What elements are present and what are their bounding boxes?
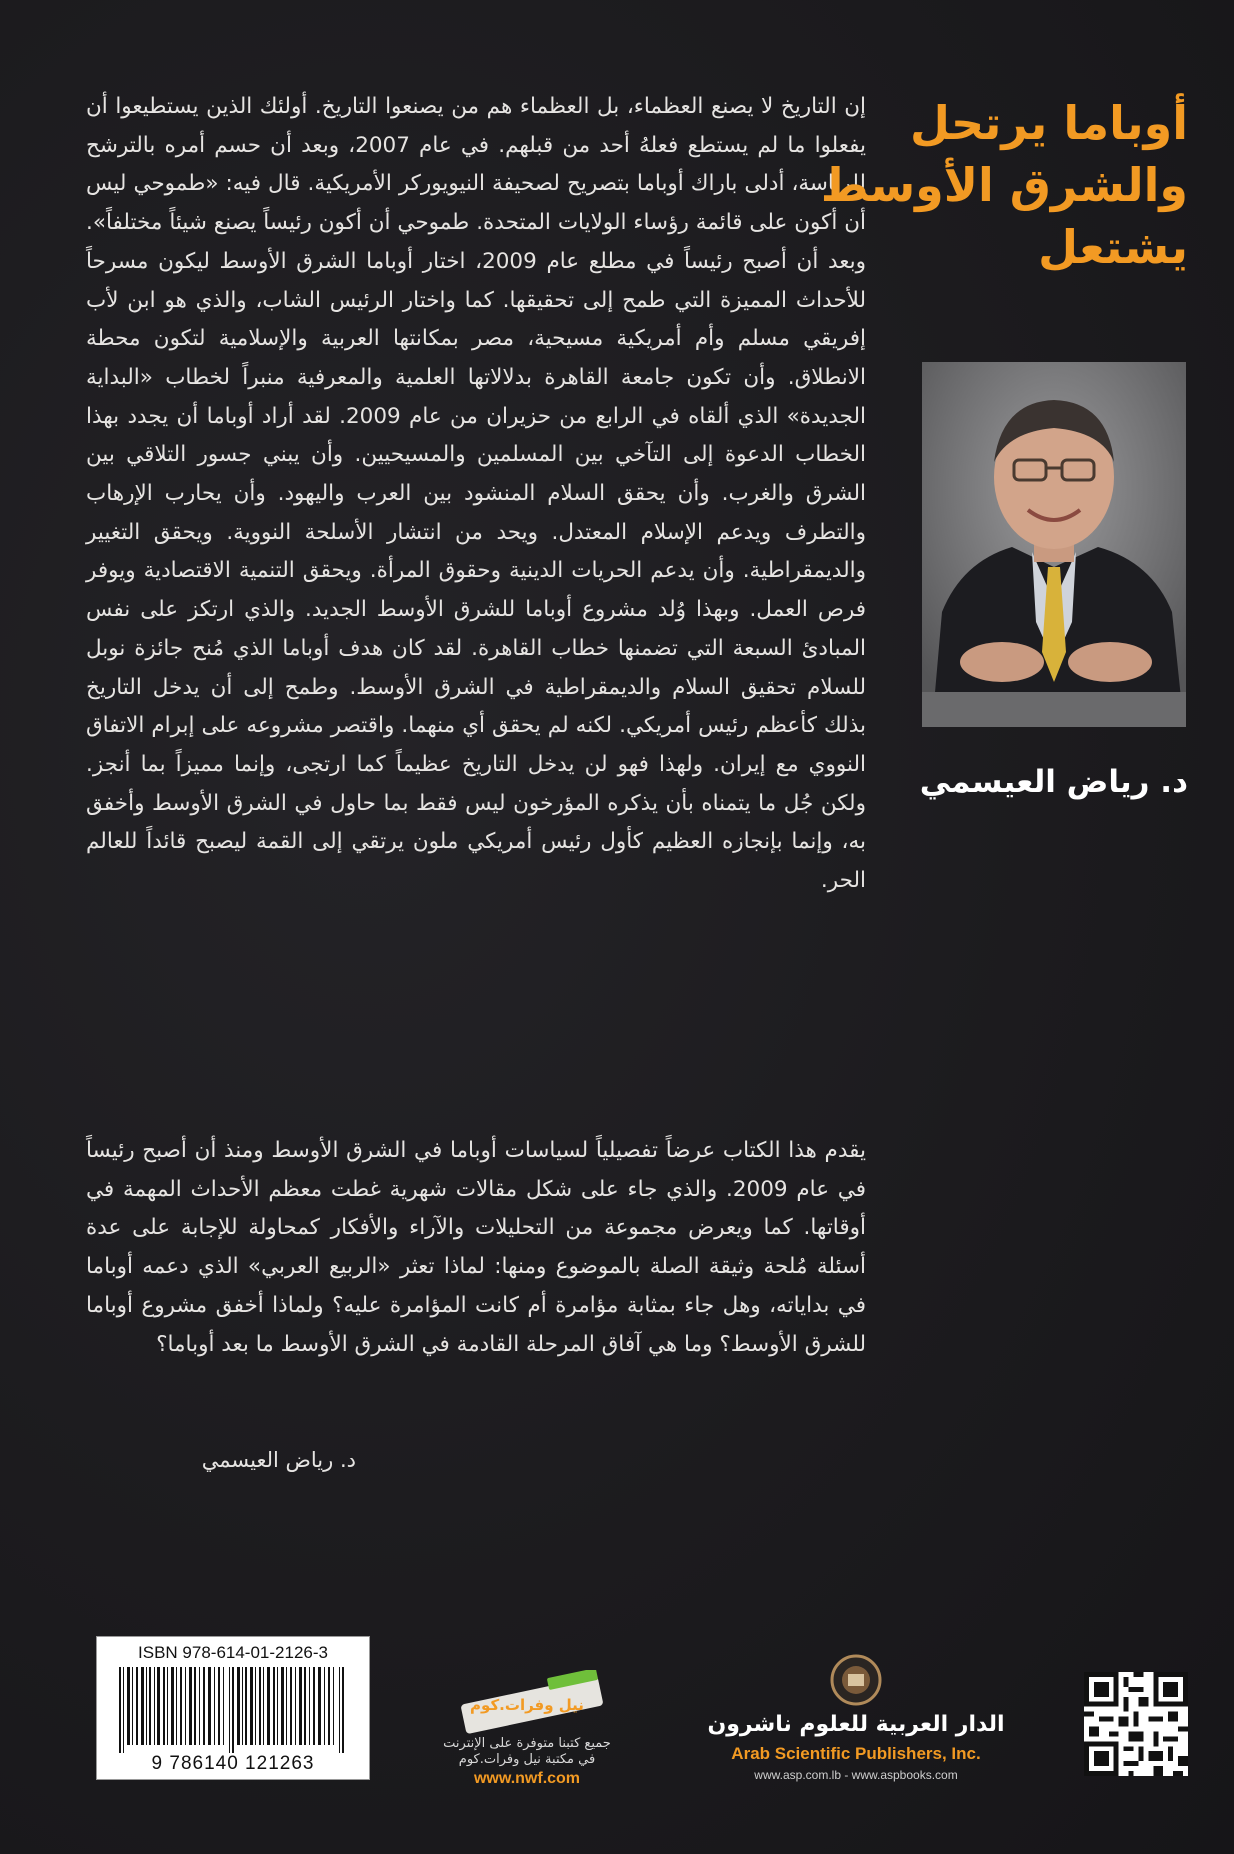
online-availability [412, 1670, 642, 1790]
publisher-name-en: Arab Scientific Publishers, Inc. [731, 1744, 981, 1763]
publisher-name-ar: الدار العربية للعلوم ناشرون [707, 1712, 1005, 1737]
isbn-barcode [96, 1636, 370, 1780]
qr-code [1084, 1672, 1188, 1776]
nwf-line-2: في مكتبة نيل وفرات.كوم [458, 1752, 596, 1767]
nwf-badge-text: نيل وفرات.كوم [470, 1696, 584, 1714]
author-photo [922, 362, 1186, 727]
isbn-digits: 9 786140 121263 [151, 1753, 315, 1774]
book-title-line-3: يشتعل [1038, 220, 1188, 274]
nwf-line-1: جميع كتبنا متوفرة على الإنترنت [443, 1736, 611, 1751]
isbn-label: ISBN 978-614-01-2126-3 [138, 1643, 328, 1662]
publisher-block [706, 1650, 1006, 1790]
qr-code-icon [1084, 1672, 1188, 1776]
publisher-logo-icon [706, 1650, 1006, 1710]
blurb-paragraph-1: إن التاريخ لا يصنع العظماء، بل العظماء هم من يصنعوا التاريخ. أولئك الذين يستطيعوا أن يفعلوا ما لم يستطع فعلهُ أحد من قبلهم. في عام 2007، وبعد أن حسم أمره بالترشح للرئاسة، أدلى باراك أوباما بتصريح لصحيفة النيويوركر الأمريكية. قال فيه: «طموحي ليس أن أكون على قائمة رؤساء الولايات المتحدة. طموحي أن أكون رئيساً يصنع شيئاً مختلفاً». وبعد أن أصبح رئيساً في مطلع عام 2009، اختار أوباما الشرق الأوسط ليكون مسرحاً للأحداث المميزة التي طمح إلى تحقيقها. كما واختار الرئيس الشاب، والذي هو ابن لأب إفريقي مسلم وأم أمريكية مسيحية، مصر بمكانتها العربية والإسلامية لتكون محطة الانطلاق. وأن تكون جامعة القاهرة بدلالاتها العلمية والمعرفية منبراً لخطاب «البداية الجديدة» الذي ألقاه في الرابع من حزيران من عام 2009. لقد أراد أوباما أن يجدد بهذا الخطاب الدعوة إلى التآخي بين المسلمين والمسيحيين. وأن يبني جسور التلاقي بين الشرق والغرب. وأن يحقق السلام المنشود بين العرب واليهود. وأن يحارب الإرهاب والتطرف ويدعم الإسلام المعتدل. ويحد من انتشار الأسلحة النووية. ويحقق التغيير والديمقراطية. وأن يدعم الحريات الدينية وحقوق المرأة. ويحقق التنمية الاقتصادية ويوفر فرص العمل. وبهذا وُلد مشروع أوباما للشرق الأوسط الجديد. والذي ارتكز على نفس المبادئ السبعة التي تضمنها خطاب القاهرة. لقد كان هدف أوباما الذي مُنح جائزة نوبل للسلام تحقيق السلام والديمقراطية في الشرق الأوسط. وطمح إلى أن يدخل التاريخ بذلك كأعظم رئيس أمريكي. لكنه لم يحقق أي منهما. واقتصر مشروعه على إبرام الاتفاق النووي مع إيران. ولهذا فهو لن يدخل التاريخ عظيماً كما ارتجى، وإنما مميزاً بما أنجز. ولكن جُل ما يتمناه بأن يذكره المؤرخون ليس فقط بما حاول في الشرق الأوسط وأخفق به، وإنما بإنجازه العظيم كأول رئيس أمريكي ملون يرتقي إلى القمة ليصبح قائداً للعالم الحر. [86, 94, 867, 894]
blurb-paragraph-2: يقدم هذا الكتاب عرضاً تفصيلياً لسياسات أوباما في الشرق الأوسط ومنذ أن أصبح رئيساً في عام 2009. والذي جاء على شكل مقالات شهرية غطت معظم الأحداث المهمة في أوقاتها. كما ويعرض مجموعة من التحليلات والآراء والأفكار كمحاولة للإجابة على عدة أسئلة مُلحة وثيقة الصلة بالموضوع ومنها: لماذا تعثر «الربيع العربي» الذي دعمه أوباما في بداياته، وهل جاء بمثابة مؤامرة أم كانت المؤامرة عليه؟ ولماذا أخفق مشروع أوباما للشرق الأوسط؟ وما هي آفاق المرحلة القادمة في الشرق الأوسط ما بعد أوباما؟ [86, 1138, 866, 1357]
book-title-line-1: أوباما يرتحل [909, 96, 1188, 150]
blurb-paragraph-2-block [86, 1132, 866, 1364]
blurb-signature: د. رياض العيسمي [201, 1448, 356, 1472]
book-title [820, 92, 1188, 278]
nwf-url: www.nwf.com [473, 1770, 581, 1787]
book-title-line-2: والشرق الأوسط [820, 158, 1188, 212]
publisher-urls: www.asp.com.lb - www.aspbooks.com [754, 1768, 958, 1782]
author-name: د. رياض العيسمي [919, 764, 1188, 800]
blurb-text [86, 88, 866, 901]
